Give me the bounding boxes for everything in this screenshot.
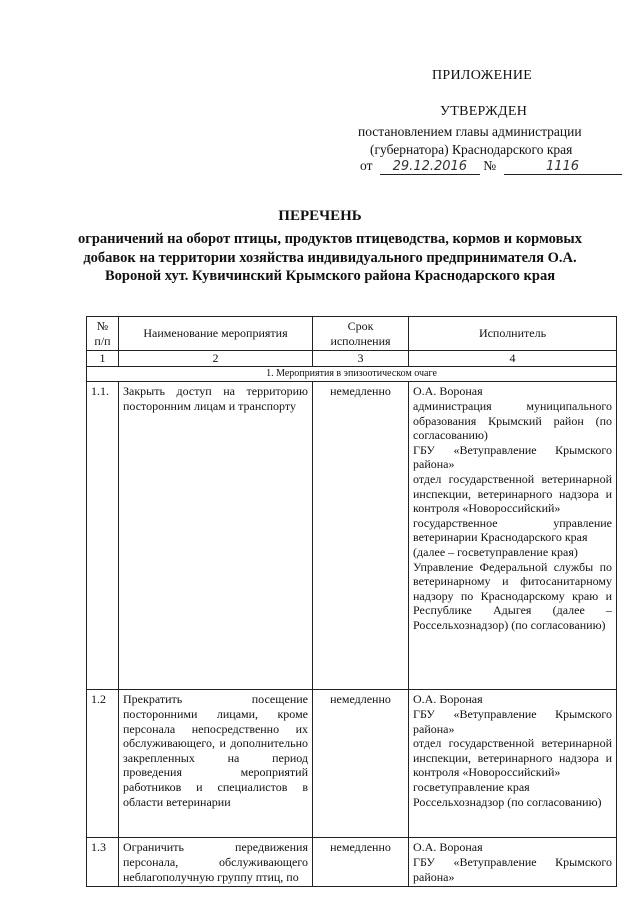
measure-name: Ограничить передвижения персонала, обслуживающего неблагополучную группу птиц, по bbox=[119, 838, 313, 887]
column-number: 4 bbox=[409, 351, 617, 367]
measure-name: Закрыть доступ на территорию посторонним лицам и транспорту bbox=[119, 382, 313, 690]
table-row bbox=[87, 690, 617, 838]
approved-label: УТВЕРЖДЕН bbox=[440, 104, 528, 119]
executor-line: отдел государственной ветеринарной инспекции, ветеринарного надзора и контроля «Новороссийский» bbox=[413, 471, 612, 516]
executor-line: ГБУ «Ветуправление Крымского района» bbox=[413, 442, 612, 472]
measure-executors bbox=[409, 838, 617, 887]
approval-line-2: (губернатора) Краснодарского края bbox=[370, 142, 573, 157]
approval-line-1: постановлением главы администрации bbox=[358, 124, 582, 139]
table-row bbox=[87, 838, 617, 887]
measure-executors bbox=[409, 690, 617, 838]
measure-term: немедленно bbox=[313, 690, 409, 838]
approval-date-number bbox=[360, 158, 622, 175]
executor-line: государственное управление ветеринарии Краснодарского края bbox=[413, 515, 612, 545]
row-number: 1.2 bbox=[87, 690, 119, 838]
column-number: 2 bbox=[119, 351, 313, 367]
number-label: № bbox=[483, 158, 497, 173]
appendix-label: ПРИЛОЖЕНИЕ bbox=[432, 68, 533, 83]
executor-line: Россельхознадзор (по согласованию) bbox=[413, 794, 602, 809]
document-subtitle: ограничений на оборот птицы, продуктов птицеводства, кормов и кормовых добавок на территории хозяйства индивидуального предпринимателя О.А. Вороной хут. Кувичинский Крымского района Краснодарского края bbox=[78, 231, 582, 284]
header-term: Срок исполнения bbox=[313, 317, 409, 351]
executor-line: отдел государственной ветеринарной инспекции, ветеринарного надзора и контроля «Новороссийский» bbox=[413, 736, 612, 780]
executor-line: ГБУ «Ветуправление Крымского района» bbox=[413, 854, 612, 884]
executor-line: администрация муниципального образования Крымский район (по согласованию) bbox=[413, 398, 612, 443]
handwritten-number: 1116 bbox=[504, 159, 622, 175]
measure-term: немедленно bbox=[313, 382, 409, 690]
document-title: ПЕРЕЧЕНЬ bbox=[278, 208, 362, 224]
executor-line: (далее – госветуправление края) bbox=[413, 544, 578, 559]
column-number-row bbox=[87, 351, 617, 367]
measure-term: немедленно bbox=[313, 838, 409, 887]
row-number: 1.3 bbox=[87, 838, 119, 887]
from-label: от bbox=[360, 158, 373, 173]
executor-line: ГБУ «Ветуправление Крымского района» bbox=[413, 706, 612, 736]
executor-line: госветуправление края bbox=[413, 779, 530, 794]
column-number: 1 bbox=[87, 351, 119, 367]
header-num: № п/п bbox=[87, 317, 119, 351]
executor-line: О.А. Вороная bbox=[413, 384, 483, 399]
header-executor: Исполнитель bbox=[409, 317, 617, 351]
executor-line: О.А. Вороная bbox=[413, 692, 483, 707]
measure-executors bbox=[409, 382, 617, 690]
header-name: Наименование мероприятия bbox=[119, 317, 313, 351]
executor-line: Управление Федеральной службы по ветеринарному и фитосанитарному надзору по Краснодарскому краю и Республике Адыгея (далее – Россельхознадзор) (по согласованию) bbox=[413, 559, 612, 632]
row-number: 1.1. bbox=[87, 382, 119, 690]
table-row bbox=[87, 382, 617, 690]
section-title: 1. Мероприятия в эпизоотическом очаге bbox=[87, 366, 617, 382]
section-row bbox=[87, 366, 617, 382]
column-number: 3 bbox=[313, 351, 409, 367]
table-header-row bbox=[87, 317, 617, 351]
measure-name: Прекратить посещение посторонними лицами, кроме персонала непосредственно их обслуживающего, и дополнительно закрепленных на период проведения мероприятий работников и специалистов в области ветеринарии bbox=[119, 690, 313, 838]
executor-line: О.А. Вороная bbox=[413, 840, 483, 855]
measures-table bbox=[86, 316, 617, 887]
handwritten-date: 29.12.2016 bbox=[380, 159, 480, 175]
